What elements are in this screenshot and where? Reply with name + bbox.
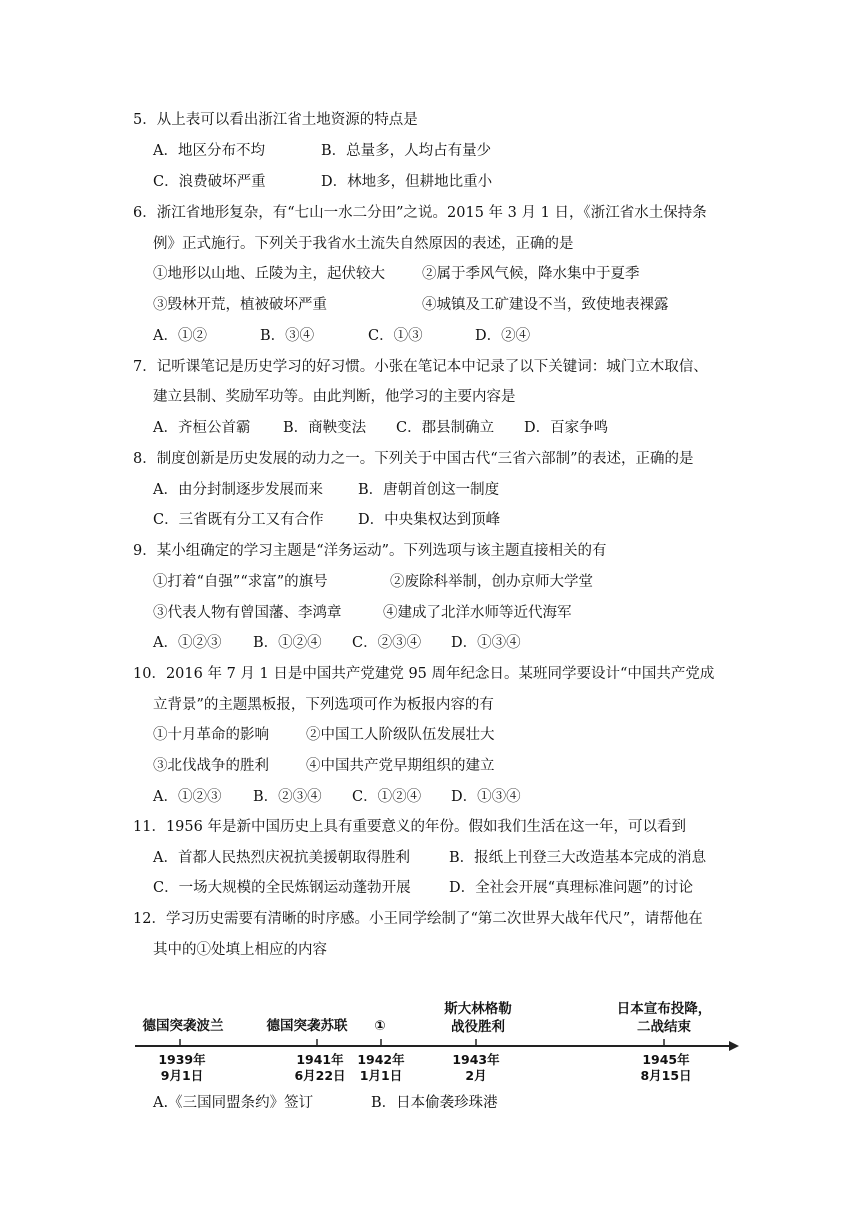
q10-option-a[interactable]: A．①②③ bbox=[153, 789, 222, 805]
q7-option-a[interactable]: A．齐桓公首霸 bbox=[153, 420, 251, 436]
q10-statement-2: ②中国工人阶级队伍发展壮大 bbox=[306, 727, 495, 743]
q11-option-c[interactable]: C．一场大规模的全民炼钢运动蓬勃开展 bbox=[153, 880, 411, 896]
q6-statement-1: ①地形以山地、丘陵为主，起伏较大 bbox=[153, 266, 385, 282]
q12-option-a[interactable]: A.《三国同盟条约》签订 bbox=[153, 1095, 314, 1111]
q9-option-d[interactable]: D．①③④ bbox=[451, 635, 521, 651]
q9-statement-3: ③代表人物有曾国藩、李鸿章 bbox=[153, 605, 342, 621]
q10-option-b[interactable]: B．②③④ bbox=[253, 789, 322, 805]
timeline-event-3-blank: ① bbox=[374, 1018, 386, 1034]
question-5-stem: 5．从上表可以看出浙江省土地资源的特点是 bbox=[133, 112, 418, 128]
q10-statement-4: ④中国共产党早期组织的建立 bbox=[306, 758, 495, 774]
q12-option-b[interactable]: B．日本偷袭珍珠港 bbox=[371, 1095, 498, 1111]
q11-option-a[interactable]: A．首都人民热烈庆祝抗美援朝取得胜利 bbox=[153, 850, 410, 866]
q7-option-c[interactable]: C．郡县制确立 bbox=[396, 420, 495, 436]
question-10-stem-line-1: 10．2016 年 7 月 1 日是中国共产党建党 95 周年纪念日。某班同学要设计“中国共产党成 bbox=[133, 666, 715, 682]
q7-option-b[interactable]: B．商鞅变法 bbox=[283, 420, 367, 436]
question-9-stem: 9．某小组确定的学习主题是“洋务运动”。下列选项与该主题直接相关的有 bbox=[133, 543, 607, 559]
question-8-stem: 8．制度创新是历史发展的动力之一。下列关于中国古代“三省六部制”的表述，正确的是 bbox=[133, 451, 694, 467]
q9-statement-4: ④建成了北洋水师等近代海军 bbox=[383, 605, 572, 621]
ww2-timeline bbox=[133, 995, 739, 1090]
q6-option-b[interactable]: B．③④ bbox=[260, 328, 315, 344]
question-12-stem-line-1: 12．学习历史需要有清晰的时序感。小王同学绘制了“第二次世界大战年代尺”，请帮他在 bbox=[133, 911, 703, 927]
timeline-arrowhead bbox=[729, 1041, 739, 1051]
timeline-event-5: 日本宣布投降， 二战结束 bbox=[616, 1001, 712, 1035]
q6-option-c[interactable]: C．①③ bbox=[368, 328, 423, 344]
q9-option-b[interactable]: B．①②④ bbox=[253, 635, 322, 651]
q9-option-c[interactable]: C．②③④ bbox=[352, 635, 422, 651]
timeline-event-4: 斯大林格勒 战役胜利 bbox=[444, 1001, 512, 1035]
timeline-date-2: 1941年 6月22日 bbox=[294, 1052, 346, 1083]
q10-statement-3: ③北伐战争的胜利 bbox=[153, 758, 269, 774]
timeline-date-1: 1939年 9月1日 bbox=[158, 1052, 206, 1083]
q6-statement-4: ④城镇及工矿建设不当，致使地表裸露 bbox=[422, 297, 669, 313]
q8-option-d[interactable]: D．中央集权达到顶峰 bbox=[358, 512, 501, 528]
timeline-event-2: 德国突袭苏联 bbox=[266, 1018, 348, 1034]
q10-option-c[interactable]: C．①②④ bbox=[352, 789, 422, 805]
q5-option-c[interactable]: C．浪费破坏严重 bbox=[153, 174, 266, 190]
q8-option-c[interactable]: C．三省既有分工又有合作 bbox=[153, 512, 324, 528]
timeline-date-5: 1945年 8月15日 bbox=[640, 1052, 692, 1083]
q9-statement-2: ②废除科举制，创办京师大学堂 bbox=[390, 574, 593, 590]
q7-option-d[interactable]: D．百家争鸣 bbox=[524, 420, 609, 436]
q6-statement-3: ③毁林开荒，植被破坏严重 bbox=[153, 297, 327, 313]
timeline-event-1: 德国突袭波兰 bbox=[142, 1018, 224, 1034]
question-12-options bbox=[153, 1093, 498, 1153]
q9-statement-1: ①打着“自强”“求富”的旗号 bbox=[153, 574, 328, 590]
q8-option-b[interactable]: B．唐朝首创这一制度 bbox=[358, 482, 500, 498]
question-11-stem: 11．1956 年是新中国历史上具有重要意义的年份。假如我们生活在这一年，可以看到 bbox=[133, 819, 686, 835]
q8-option-a[interactable]: A．由分封制逐步发展而来 bbox=[153, 482, 323, 498]
q10-option-d[interactable]: D．①③④ bbox=[451, 789, 521, 805]
q11-option-b[interactable]: B．报纸上刊登三大改造基本完成的消息 bbox=[449, 850, 707, 866]
q5-option-a[interactable]: A．地区分布不均 bbox=[153, 143, 265, 159]
q11-option-d[interactable]: D．全社会开展“真理标准问题”的讨论 bbox=[449, 880, 693, 896]
q9-option-a[interactable]: A．①②③ bbox=[153, 635, 222, 651]
timeline-date-4: 1943年 2月 bbox=[452, 1052, 500, 1083]
q6-option-a[interactable]: A．①② bbox=[153, 328, 207, 344]
q6-statement-2: ②属于季风气候，降水集中于夏季 bbox=[422, 266, 640, 282]
question-6-stem-line-1: 6．浙江省地形复杂，有“七山一水二分田”之说。2015 年 3 月 1 日，《浙江省水土保持条 bbox=[133, 205, 707, 221]
question-12-stem-line-2: 其中的①处填上相应的内容 bbox=[153, 942, 327, 958]
q5-option-b[interactable]: B．总量多，人均占有量少 bbox=[321, 143, 492, 159]
question-7-stem-line-2: 建立县制、奖励军功等。由此判断，他学习的主要内容是 bbox=[153, 389, 516, 405]
q6-option-d[interactable]: D．②④ bbox=[475, 328, 531, 344]
timeline-date-3: 1942年 1月1日 bbox=[357, 1052, 405, 1083]
q5-option-d[interactable]: D．林地多，但耕地比重小 bbox=[321, 174, 493, 190]
question-10-stem-line-2: 立背景”的主题黑板报，下列选项可作为板报内容的有 bbox=[153, 697, 494, 713]
question-6-stem-line-2: 例》正式施行。下列关于我省水土流失自然原因的表述，正确的是 bbox=[153, 236, 574, 252]
question-7-stem-line-1: 7．记听课笔记是历史学习的好习惯。小张在笔记本中记录了以下关键词：城门立木取信、 bbox=[133, 359, 708, 375]
q10-statement-1: ①十月革命的影响 bbox=[153, 727, 269, 743]
